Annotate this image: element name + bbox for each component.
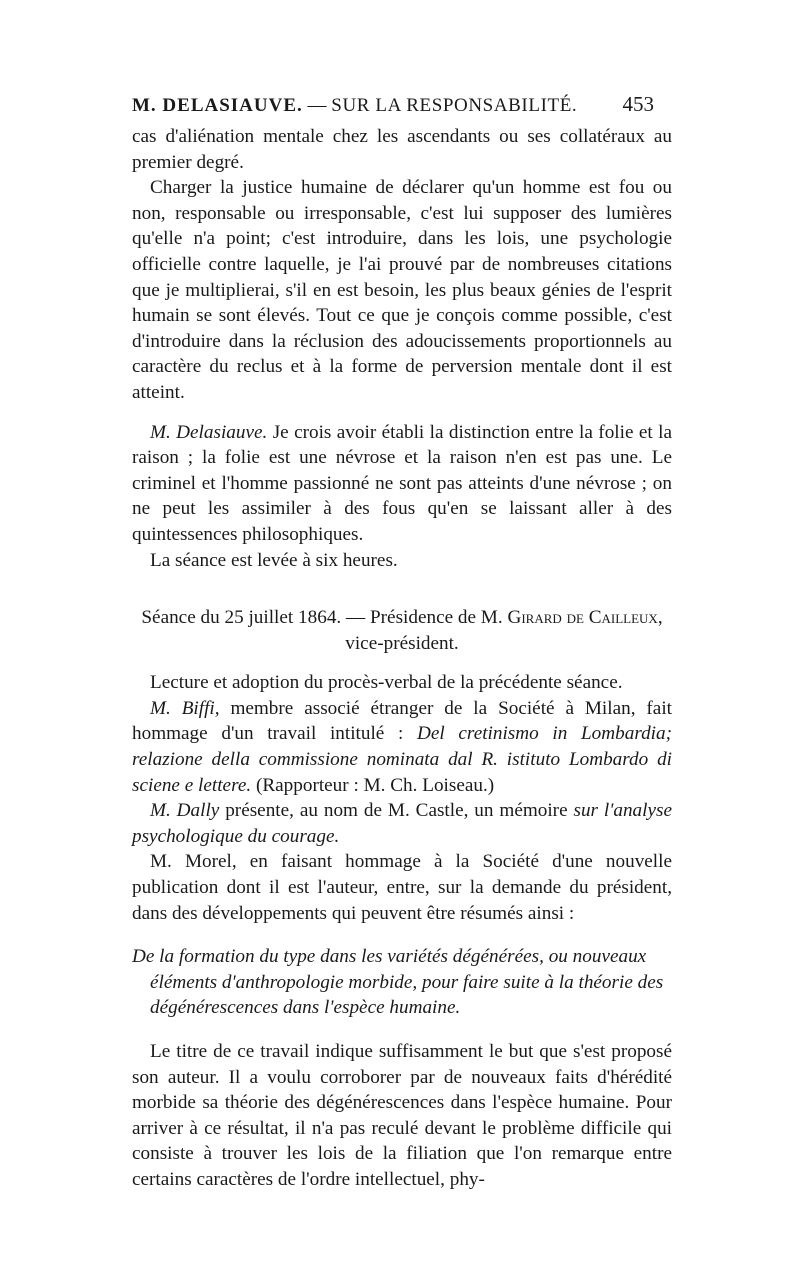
running-head-text xyxy=(132,94,577,118)
speech-text: Je crois avoir établi la distinction entre la folie et la raison ; la folie est une névrose et la raison n'en est pas une. Le criminel et l'homme passionné ne sont pas atteints d'une névrose ; on ne peut les assimiler à des fous qu'en se laissant aller à des quintessences philosophiques. xyxy=(132,421,672,545)
paragraph-continuation: cas d'aliénation mentale chez les ascendants ou ses collatéraux au premier degré. xyxy=(132,126,672,173)
session-role: vice-président. xyxy=(345,632,459,654)
paragraph-biffi xyxy=(132,696,672,798)
running-head-author: M. DELASIAUVE. xyxy=(132,95,303,116)
work-title: Del cretinismo in Lombardia; relazione della commissione nominata dal R. istituto Lombardo di sciene e lettere. xyxy=(132,723,672,796)
work-title-block: De la formation du type dans les variétés dégénérées, ou nouveaux éléments d'anthropologie morbide, pour faire suite à la théorie des dégénérescences dans l'espèce humaine. xyxy=(132,946,664,1019)
paragraph-delasiauve-reply xyxy=(132,420,672,548)
speaker-name: M. Dally xyxy=(150,800,220,822)
paragraph-minutes: Lecture et adoption du procès-verbal de la précédente séance. xyxy=(150,672,623,694)
session-comma: , xyxy=(657,607,663,629)
paragraph-adjournment: La séance est levée à six heures. xyxy=(150,549,398,571)
paragraph-text: (Rapporteur : M. Ch. Loiseau.) xyxy=(251,774,495,796)
running-head xyxy=(132,92,654,118)
paragraph-justice: Charger la justice humaine de déclarer qu'un homme est fou ou non, responsable ou irresponsable, c'est lui supposer des lumières qu'elle n'a point; c'est introduire, dans les lois, une psychologie officielle contre laquelle, je l'ai prouvé par de nombreuses citations que je multiplierai, s'il en est besoin, les plus beaux génies de l'esprit humain se sont élevés. Tout ce que je conçois comme possible, c'est d'introduire dans la réclusion des adoucissements proportionnels au caractère du reclus et à la forme de perversion mentale dont il est atteint. xyxy=(132,177,672,403)
paragraph-summary: Le titre de ce travail indique suffisamment le but que s'est proposé son auteur. Il a voulu corroborer par de nouveaux faits d'hérédité morbide sa théorie des dégénérescences dans l'espèce humaine. Pour arriver à ce résultat, il n'a pas reculé devant le problème difficile qui consiste à trouver les lois de la filiation que l'on remarque entre certains caractères de l'ordre intellectuel, phy- xyxy=(132,1041,672,1190)
paragraph-text: présente, au nom de M. Castle, un mémoire xyxy=(219,800,574,822)
speaker-name: M. Delasiauve. xyxy=(150,421,268,443)
page-number: 453 xyxy=(622,92,654,116)
paragraph-morel: M. Morel, en faisant hommage à la Société d'une nouvelle publication dont il est l'auteur, entre, sur la demande du président, dans des développements qui peuvent être résumés ainsi : xyxy=(132,851,672,924)
session-date: Séance du 25 juillet 1864. — Présidence de M. xyxy=(141,607,508,629)
body-text xyxy=(132,124,672,1193)
running-head-title: SUR LA RESPONSABILITÉ. xyxy=(331,95,578,116)
speaker-name: M. Biffi, xyxy=(150,697,220,719)
session-heading xyxy=(132,605,672,656)
running-head-dash: — xyxy=(307,95,327,116)
work-title: sur l'analyse psychologique du courage. xyxy=(132,800,672,847)
paragraph-text: membre associé étranger de la Société à Milan, fait hommage d'un travail intitulé : xyxy=(132,697,672,745)
paragraph-dally xyxy=(132,798,672,849)
session-president: Girard de Cailleux xyxy=(507,607,658,629)
